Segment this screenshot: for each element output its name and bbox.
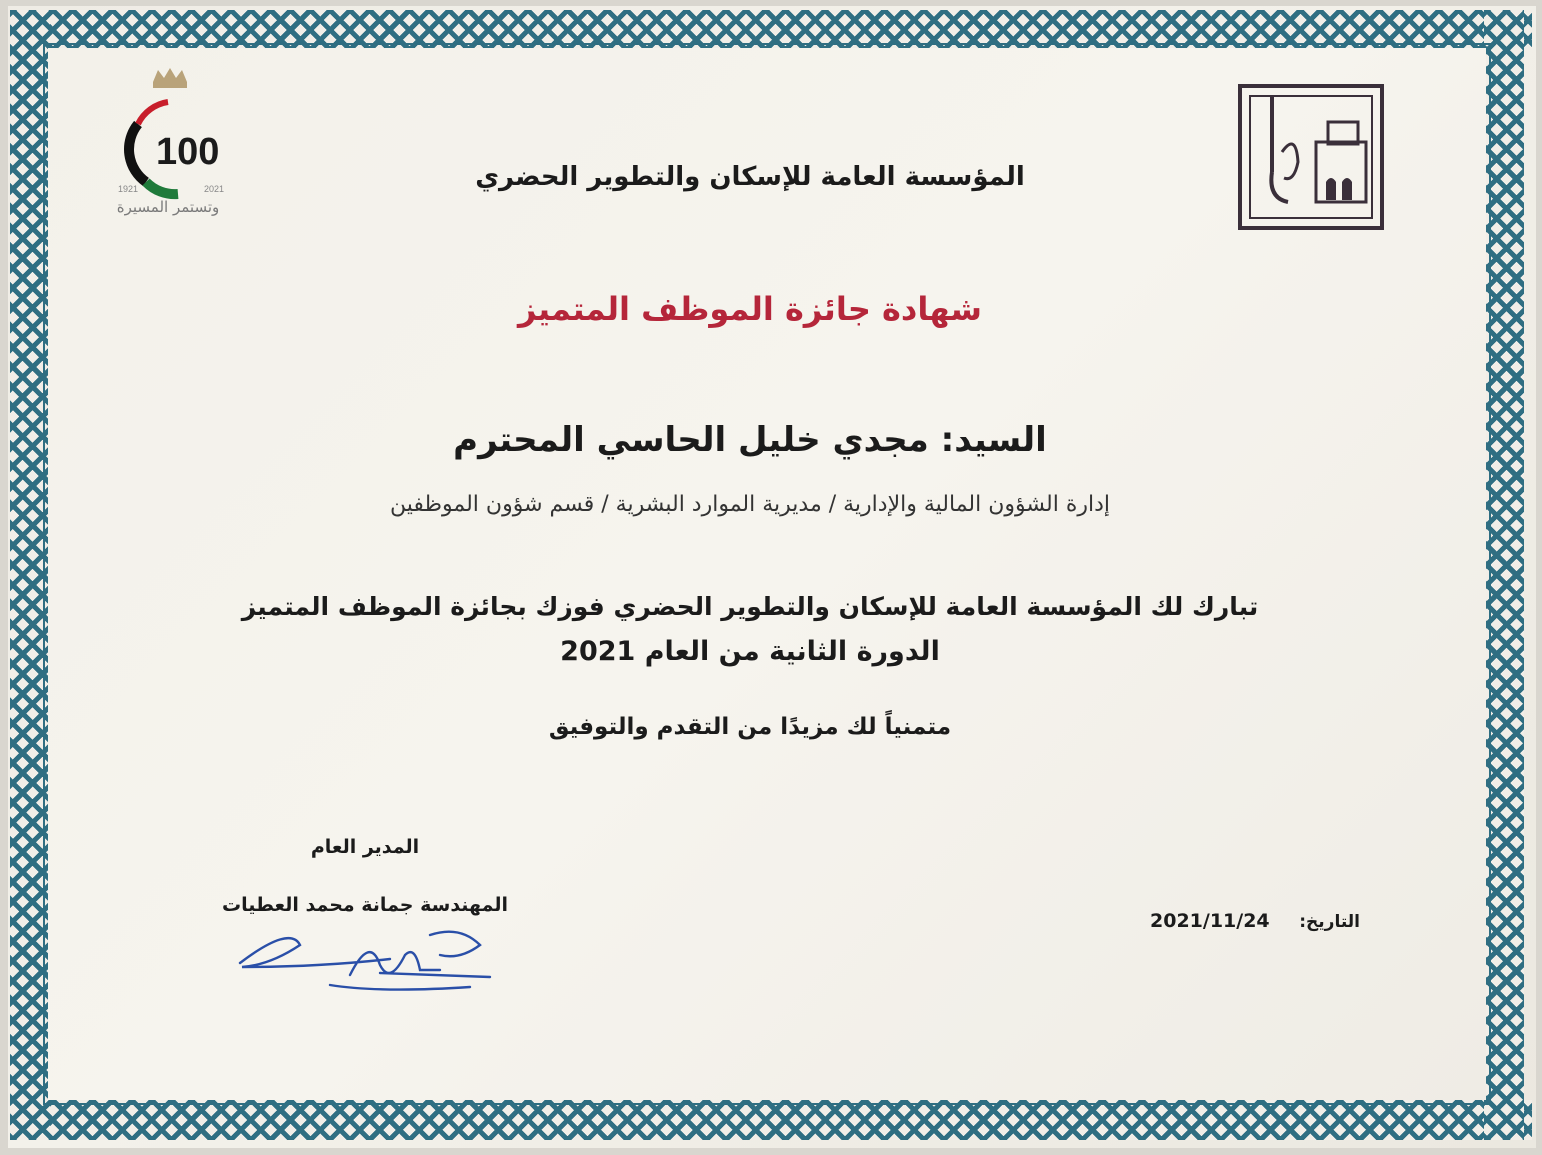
decorative-border-bottom xyxy=(10,1100,1532,1140)
svg-text:1921: 1921 xyxy=(118,184,139,194)
body-text-line-1: تبارك لك المؤسسة العامة للإسكان والتطوير الحضري فوزك بجائزة الموظف المتميز xyxy=(241,592,1259,621)
centenary-caption: وتستمر المسيرة xyxy=(116,198,220,216)
organization-header: المؤسسة العامة للإسكان والتطوير الحضري xyxy=(475,162,1025,192)
decorative-border-right xyxy=(1484,10,1524,1140)
decorative-border-top xyxy=(10,10,1532,50)
date-label: التاريخ: xyxy=(1299,912,1360,932)
wish-line: متمنياً لك مزيدًا من التقدم والتوفيق xyxy=(548,714,952,740)
date-value: 2021/11/24 xyxy=(1150,910,1270,932)
crown-icon xyxy=(153,68,187,88)
signatory-name: المهندسة جمانة محمد العطيات xyxy=(222,894,508,916)
recipient-name: السيد: مجدي خليل الحاسي المحترم xyxy=(453,420,1047,460)
handwritten-signature xyxy=(230,915,510,1005)
department-line: إدارة الشؤون المالية والإدارية / مديرية الموارد البشرية / قسم شؤون الموظفين xyxy=(390,492,1110,517)
building-arch-logo-icon xyxy=(1236,82,1386,232)
centenary-number: 100 xyxy=(156,131,220,173)
decorative-border-left xyxy=(10,10,50,1140)
body-text-line-2: الدورة الثانية من العام 2021 xyxy=(560,636,940,667)
signatory-title: المدير العام xyxy=(310,836,420,858)
svg-text:2021: 2021 xyxy=(204,184,225,194)
certificate-title: شهادة جائزة الموظف المتميز xyxy=(518,290,982,328)
